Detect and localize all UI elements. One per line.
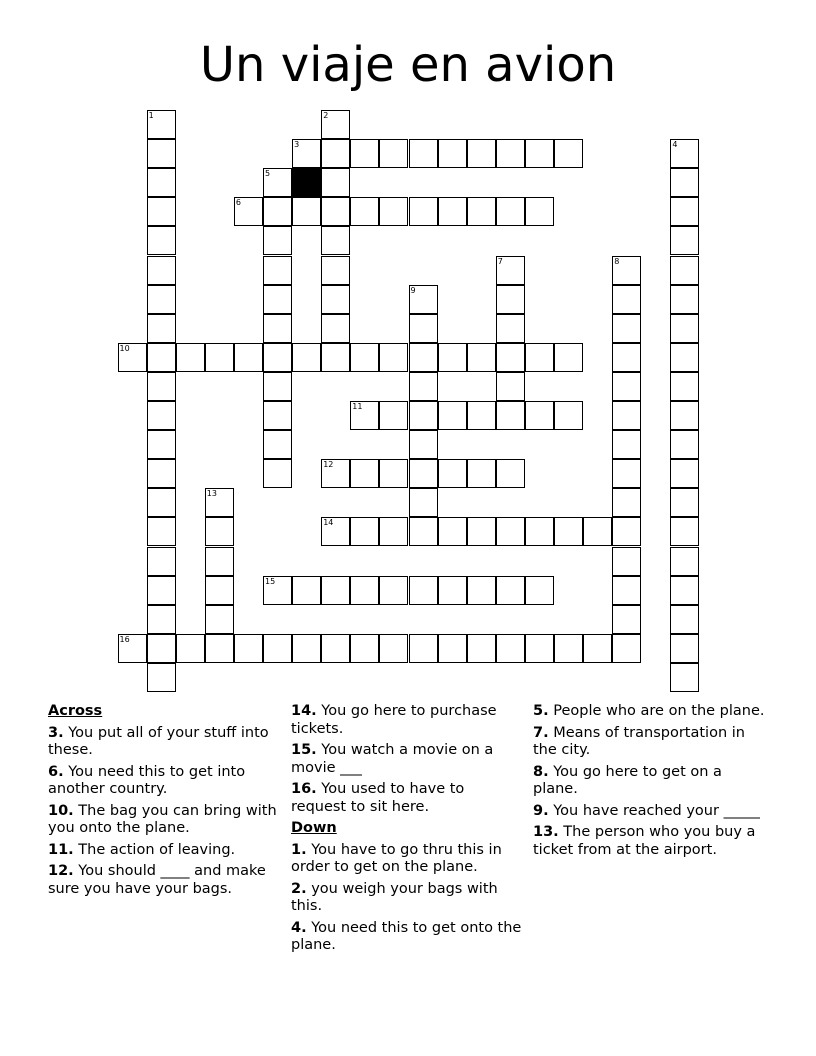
grid-cell[interactable] xyxy=(147,372,176,401)
grid-cell[interactable] xyxy=(321,139,350,168)
grid-cell[interactable] xyxy=(263,256,292,285)
grid-cell[interactable] xyxy=(467,459,496,488)
grid-cell[interactable] xyxy=(147,285,176,314)
grid-cell[interactable] xyxy=(147,343,176,372)
clue-across-14 xyxy=(291,703,523,738)
grid-cell[interactable] xyxy=(205,488,234,517)
grid-cell[interactable] xyxy=(467,139,496,168)
grid-cell[interactable] xyxy=(612,430,641,459)
clue-number: 15. xyxy=(291,742,317,758)
grid-cell[interactable] xyxy=(670,139,699,168)
grid-cell[interactable] xyxy=(379,197,408,226)
grid-cell[interactable] xyxy=(438,459,467,488)
grid-cell[interactable] xyxy=(234,343,263,372)
clue-number-label: 16 xyxy=(119,634,130,644)
clue-text: You have to go thru this in order to get on the plane. xyxy=(291,841,502,875)
grid-cell[interactable] xyxy=(670,285,699,314)
clue-text: You go here to get on a plane. xyxy=(533,763,722,797)
grid-cell[interactable] xyxy=(205,517,234,546)
grid-cell[interactable] xyxy=(263,401,292,430)
clue-down-7 xyxy=(533,725,765,760)
grid-cell[interactable] xyxy=(409,459,438,488)
grid-cell[interactable] xyxy=(670,634,699,663)
grid-cell[interactable] xyxy=(379,459,408,488)
grid-cell[interactable] xyxy=(612,547,641,576)
clue-down-9 xyxy=(533,803,765,821)
grid-cell[interactable] xyxy=(438,517,467,546)
grid-cell[interactable] xyxy=(438,343,467,372)
grid-cell[interactable] xyxy=(321,285,350,314)
grid-cell[interactable] xyxy=(496,401,525,430)
grid-cell[interactable] xyxy=(409,517,438,546)
grid-cell[interactable] xyxy=(409,372,438,401)
clue-number-label: 1 xyxy=(148,111,154,120)
grid-cell[interactable] xyxy=(409,488,438,517)
grid-cell[interactable] xyxy=(612,343,641,372)
grid-cell[interactable] xyxy=(409,430,438,459)
grid-cell[interactable] xyxy=(176,634,205,663)
clue-number: 4. xyxy=(291,919,307,936)
grid-cell[interactable] xyxy=(496,285,525,314)
clue-text: The action of leaving. xyxy=(73,841,236,858)
grid-cell[interactable] xyxy=(321,343,350,372)
clue-number: 7. xyxy=(533,724,549,741)
grid-cell[interactable] xyxy=(525,343,554,372)
grid-cell[interactable] xyxy=(263,285,292,314)
clue-text: You need this to get into another country. xyxy=(48,763,246,797)
grid-cell[interactable] xyxy=(612,488,641,517)
clue-across-6 xyxy=(48,764,280,799)
clue-text: You go here to purchase tickets. xyxy=(291,703,497,737)
grid-cell[interactable] xyxy=(263,459,292,488)
grid-cell[interactable] xyxy=(554,634,583,663)
grid-cell[interactable] xyxy=(670,547,699,576)
grid-cell[interactable] xyxy=(670,605,699,634)
grid-cell[interactable] xyxy=(321,168,350,197)
blocked-cell xyxy=(292,168,321,197)
grid-cell[interactable] xyxy=(670,517,699,546)
grid-cell[interactable] xyxy=(379,634,408,663)
clue-number-label: 10 xyxy=(119,343,130,353)
grid-cell[interactable] xyxy=(438,139,467,168)
grid-cell[interactable] xyxy=(612,634,641,663)
clue-text: You put all of your stuff into these. xyxy=(48,724,269,758)
clue-number-label: 8 xyxy=(614,256,620,266)
grid-cell[interactable] xyxy=(379,139,408,168)
grid-cell[interactable] xyxy=(670,430,699,459)
grid-cell[interactable] xyxy=(670,663,699,692)
grid-cell[interactable] xyxy=(612,401,641,430)
clue-number: 5. xyxy=(533,703,549,719)
clue-number: 6. xyxy=(48,763,64,780)
grid-cell[interactable] xyxy=(525,517,554,546)
grid-cell[interactable] xyxy=(409,634,438,663)
grid-cell[interactable] xyxy=(467,343,496,372)
across-heading: Across xyxy=(48,703,103,719)
grid-cell[interactable] xyxy=(321,314,350,343)
clues-column-3 xyxy=(533,703,765,863)
grid-cell[interactable] xyxy=(409,314,438,343)
grid-cell[interactable] xyxy=(350,576,379,605)
clue-number-label: 3 xyxy=(294,140,300,150)
grid-cell[interactable] xyxy=(496,372,525,401)
grid-cell[interactable] xyxy=(670,372,699,401)
clue-text: you weigh your bags with this. xyxy=(291,880,498,914)
grid-cell[interactable] xyxy=(438,576,467,605)
grid-cell[interactable] xyxy=(205,634,234,663)
grid-cell[interactable] xyxy=(496,139,525,168)
grid-cell[interactable] xyxy=(147,576,176,605)
grid-cell[interactable] xyxy=(612,517,641,546)
grid-cell[interactable] xyxy=(409,343,438,372)
grid-cell[interactable] xyxy=(147,488,176,517)
clue-down-8 xyxy=(533,764,765,799)
grid-cell[interactable] xyxy=(670,488,699,517)
grid-cell[interactable] xyxy=(263,372,292,401)
grid-cell[interactable] xyxy=(525,139,554,168)
clue-number-label: 4 xyxy=(672,140,678,150)
grid-cell[interactable] xyxy=(525,576,554,605)
grid-cell[interactable] xyxy=(350,401,379,430)
clue-text: You need this to get onto the plane. xyxy=(291,919,522,953)
grid-cell[interactable] xyxy=(118,343,147,372)
grid-cell[interactable] xyxy=(496,314,525,343)
grid-cell[interactable] xyxy=(205,605,234,634)
grid-cell[interactable] xyxy=(496,459,525,488)
grid-cell[interactable] xyxy=(350,139,379,168)
grid-cell[interactable] xyxy=(321,256,350,285)
down-heading: Down xyxy=(291,820,337,836)
clue-number: 14. xyxy=(291,703,317,719)
grid-cell[interactable] xyxy=(147,547,176,576)
clue-number-label: 12 xyxy=(323,460,334,470)
clue-number-label: 5 xyxy=(265,169,271,179)
grid-cell[interactable] xyxy=(467,401,496,430)
grid-cell[interactable] xyxy=(234,197,263,226)
grid-cell[interactable] xyxy=(350,517,379,546)
grid-cell[interactable] xyxy=(670,226,699,255)
grid-cell[interactable] xyxy=(263,168,292,197)
grid-cell[interactable] xyxy=(263,634,292,663)
grid-cell[interactable] xyxy=(263,576,292,605)
grid-cell[interactable] xyxy=(670,459,699,488)
grid-cell[interactable] xyxy=(205,343,234,372)
clues-column-1 xyxy=(48,703,280,902)
clue-down-2 xyxy=(291,881,523,916)
grid-cell[interactable] xyxy=(147,401,176,430)
grid-cell[interactable] xyxy=(612,576,641,605)
grid-cell[interactable] xyxy=(321,634,350,663)
grid-cell[interactable] xyxy=(467,517,496,546)
grid-cell[interactable] xyxy=(525,401,554,430)
grid-cell[interactable] xyxy=(263,343,292,372)
clue-number: 3. xyxy=(48,724,64,741)
grid-cell[interactable] xyxy=(467,197,496,226)
grid-cell[interactable] xyxy=(321,517,350,546)
clue-number: 11. xyxy=(48,841,74,858)
grid-cell[interactable] xyxy=(147,459,176,488)
grid-cell[interactable] xyxy=(147,110,176,139)
clues-column-2 xyxy=(291,703,523,959)
clue-text: The person who you buy a ticket from at the airport. xyxy=(533,824,756,858)
grid-cell[interactable] xyxy=(670,576,699,605)
clue-number-label: 15 xyxy=(265,576,276,586)
grid-cell[interactable] xyxy=(147,226,176,255)
grid-cell[interactable] xyxy=(350,343,379,372)
clue-across-10 xyxy=(48,803,280,838)
grid-cell[interactable] xyxy=(147,634,176,663)
grid-cell[interactable] xyxy=(292,634,321,663)
grid-cell[interactable] xyxy=(379,401,408,430)
grid-cell[interactable] xyxy=(496,197,525,226)
clue-across-16 xyxy=(291,781,523,816)
grid-cell[interactable] xyxy=(321,197,350,226)
clue-down-4 xyxy=(291,920,523,955)
grid-cell[interactable] xyxy=(176,343,205,372)
grid-cell[interactable] xyxy=(409,197,438,226)
grid-cell[interactable] xyxy=(292,197,321,226)
grid-cell[interactable] xyxy=(438,634,467,663)
grid-cell[interactable] xyxy=(379,343,408,372)
grid-cell[interactable] xyxy=(467,576,496,605)
grid-cell[interactable] xyxy=(612,256,641,285)
grid-cell[interactable] xyxy=(321,110,350,139)
grid-cell[interactable] xyxy=(409,401,438,430)
grid-cell[interactable] xyxy=(496,517,525,546)
grid-cell[interactable] xyxy=(263,226,292,255)
grid-cell[interactable] xyxy=(263,197,292,226)
clue-number-label: 6 xyxy=(235,198,241,208)
clue-number: 2. xyxy=(291,880,307,897)
clue-number: 12. xyxy=(48,863,74,879)
grid-cell[interactable] xyxy=(292,576,321,605)
grid-cell[interactable] xyxy=(292,343,321,372)
clue-across-15 xyxy=(291,742,523,777)
clue-number-label: 9 xyxy=(410,285,416,295)
clue-across-11 xyxy=(48,842,280,860)
grid-cell[interactable] xyxy=(147,430,176,459)
clue-text: You used to have to request to sit here. xyxy=(291,781,465,815)
grid-cell[interactable] xyxy=(612,372,641,401)
grid-cell[interactable] xyxy=(321,226,350,255)
grid-cell[interactable] xyxy=(554,343,583,372)
grid-cell[interactable] xyxy=(525,634,554,663)
grid-cell[interactable] xyxy=(496,634,525,663)
grid-cell[interactable] xyxy=(263,430,292,459)
grid-cell[interactable] xyxy=(147,139,176,168)
clue-number-label: 11 xyxy=(352,402,363,411)
grid-cell[interactable] xyxy=(234,634,263,663)
grid-cell[interactable] xyxy=(583,634,612,663)
grid-cell[interactable] xyxy=(670,401,699,430)
clue-text: You have reached your _____ xyxy=(548,802,760,819)
grid-cell[interactable] xyxy=(670,314,699,343)
clue-number: 9. xyxy=(533,802,549,819)
clue-number-label: 2 xyxy=(323,111,329,120)
clue-number: 1. xyxy=(291,841,307,858)
clue-number-label: 7 xyxy=(497,256,503,266)
grid-cell[interactable] xyxy=(147,168,176,197)
grid-cell[interactable] xyxy=(554,517,583,546)
clue-number: 8. xyxy=(533,763,549,780)
grid-cell[interactable] xyxy=(321,459,350,488)
clue-text: People who are on the plane. xyxy=(548,703,765,719)
grid-cell[interactable] xyxy=(496,256,525,285)
clue-down-13 xyxy=(533,824,765,859)
grid-cell[interactable] xyxy=(525,197,554,226)
grid-cell[interactable] xyxy=(205,547,234,576)
grid-cell[interactable] xyxy=(554,139,583,168)
clue-number-label: 14 xyxy=(323,518,334,528)
clue-down-1 xyxy=(291,842,523,877)
grid-cell[interactable] xyxy=(612,314,641,343)
grid-cell[interactable] xyxy=(438,401,467,430)
grid-cell[interactable] xyxy=(670,256,699,285)
puzzle-title: Un viaje en avion xyxy=(199,37,617,93)
grid-cell[interactable] xyxy=(554,401,583,430)
grid-cell[interactable] xyxy=(409,576,438,605)
clue-across-12 xyxy=(48,863,280,898)
grid-cell[interactable] xyxy=(379,517,408,546)
clue-number: 10. xyxy=(48,802,74,819)
clue-number: 16. xyxy=(291,781,317,797)
grid-cell[interactable] xyxy=(496,576,525,605)
grid-cell[interactable] xyxy=(350,459,379,488)
grid-cell[interactable] xyxy=(409,139,438,168)
grid-cell[interactable] xyxy=(438,197,467,226)
grid-cell[interactable] xyxy=(321,576,350,605)
grid-cell[interactable] xyxy=(147,663,176,692)
clue-text: You watch a movie on a movie ___ xyxy=(291,742,494,776)
grid-cell[interactable] xyxy=(263,314,292,343)
grid-cell[interactable] xyxy=(670,197,699,226)
clue-text: Means of transportation in the city. xyxy=(533,724,745,758)
grid-cell[interactable] xyxy=(147,314,176,343)
clue-number: 13. xyxy=(533,824,559,840)
clue-across-3 xyxy=(48,725,280,760)
grid-cell[interactable] xyxy=(147,197,176,226)
clue-number-label: 13 xyxy=(206,489,217,499)
grid-cell[interactable] xyxy=(118,634,147,663)
grid-cell[interactable] xyxy=(612,285,641,314)
grid-cell[interactable] xyxy=(147,256,176,285)
clue-down-5 xyxy=(533,703,765,721)
grid-cell[interactable] xyxy=(379,576,408,605)
grid-cell[interactable] xyxy=(147,517,176,546)
grid-cell[interactable] xyxy=(350,634,379,663)
grid-cell[interactable] xyxy=(670,343,699,372)
grid-cell[interactable] xyxy=(409,285,438,314)
clue-text: The bag you can bring with you onto the plane. xyxy=(48,802,277,836)
grid-cell[interactable] xyxy=(205,576,234,605)
grid-cell[interactable] xyxy=(670,168,699,197)
grid-cell[interactable] xyxy=(147,605,176,634)
grid-cell[interactable] xyxy=(612,459,641,488)
grid-cell[interactable] xyxy=(350,197,379,226)
grid-cell[interactable] xyxy=(583,517,612,546)
clue-text: You should ____ and make sure you have your bags. xyxy=(48,863,266,897)
grid-cell[interactable] xyxy=(496,343,525,372)
grid-cell[interactable] xyxy=(467,634,496,663)
grid-cell[interactable] xyxy=(612,605,641,634)
grid-cell[interactable] xyxy=(292,139,321,168)
